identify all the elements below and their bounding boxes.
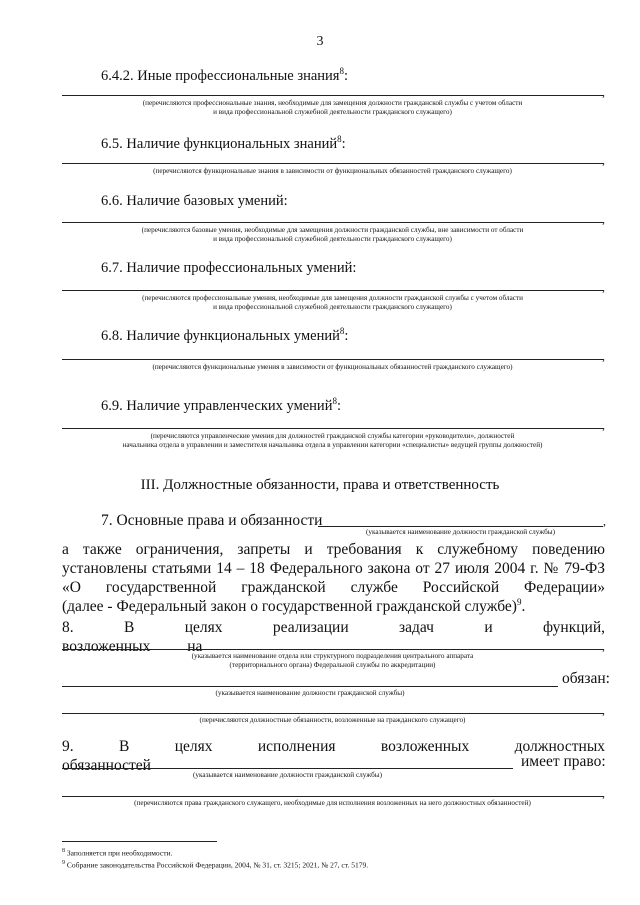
- footnote-ref: 8: [339, 326, 345, 336]
- footnote-ref: 9: [516, 596, 522, 607]
- fill-line[interactable]: [62, 686, 558, 687]
- line-comma: ,: [602, 639, 605, 653]
- fill-line[interactable]: [62, 796, 603, 797]
- hint-6-4-2-b: и вида профессиональной служебной деятельности гражданского служащего): [213, 108, 452, 116]
- hint-9-b: (перечисляются права гражданского служащего, необходимые для исполнения возложенных на него должностных обязанностей): [134, 799, 531, 807]
- fill-line[interactable]: [62, 163, 603, 164]
- line-comma: ,: [602, 280, 605, 294]
- fill-line[interactable]: [62, 290, 603, 291]
- hint-6-6-a: (перечисляются базовые умения, необходимые для замещения должности гражданской службы, вне зависимости от области: [141, 226, 524, 234]
- line-comma: ,: [603, 514, 606, 528]
- hint-8-a: (указывается наименование отдела или структурного подразделения центрального аппарата: [191, 652, 474, 660]
- hint-6-7-a: (перечисляются профессиональные умения, необходимые для замещения должности гражданской службы с учетом области: [142, 294, 523, 302]
- line-comma: ,: [602, 703, 605, 717]
- line-comma: ,: [602, 153, 605, 167]
- section-title: III. Должностные обязанности, права и ответственность: [140, 477, 500, 493]
- footnote-9: $^9$ Собрание законодательства Российской Федерации, 2004, № 31, ст. 3215; 2021, № 27, ст. 5179.: [62, 860, 369, 870]
- item-7-body: а также ограничения, запреты и требования к служебному поведению установлены статьями 14 – 18 Федерального закона от 27 июля 2004 г. № 79-ФЗ «О государственной гражданской службе Российской Федерации»: [62, 541, 605, 596]
- item-8-lead: 8. В целях реализации задач и функций, возложенных на: [62, 619, 605, 655]
- hint-7: (указывается наименование должности гражданской службы): [366, 528, 555, 536]
- heading-6-4-2: 6.4.2. Иные профессиональные знания$^8$:: [101, 66, 348, 84]
- fill-line[interactable]: [62, 649, 603, 650]
- item-9-right: имеет право:: [521, 753, 606, 770]
- line-comma: ,: [602, 349, 605, 363]
- heading-6-5: 6.5. Наличие функциональных знаний$^8$:: [101, 134, 346, 152]
- hint-8-d: (перечисляются должностные обязанности, возложенные на гражданского служащего): [199, 716, 466, 724]
- line-comma: ,: [602, 786, 605, 800]
- hint-6-8: (перечисляются функциональные умения в зависимости от функциональных обязанностей гражданского служащего): [152, 363, 513, 371]
- footnote-separator: [62, 841, 217, 842]
- fill-line[interactable]: [62, 713, 603, 714]
- item-8-obliged: обязан:: [562, 670, 610, 687]
- line-comma: ,: [602, 418, 605, 432]
- line-comma: ,: [602, 85, 605, 99]
- fill-line[interactable]: [62, 428, 603, 429]
- hint-8-b: (территориального органа) Федеральной службы по аккредитации): [229, 661, 436, 669]
- page-number: 3: [316, 34, 324, 49]
- footnote-ref: 8: [337, 134, 342, 144]
- heading-6-8: 6.8. Наличие функциональных умений$^8$:: [101, 326, 349, 344]
- hint-6-5: (перечисляются функциональные знания в зависимости от функциональных обязанностей гражданского служащего): [153, 167, 512, 175]
- hint-8-c: (указывается наименование должности гражданской службы): [215, 689, 405, 697]
- line-comma: ,: [602, 212, 605, 226]
- fill-line[interactable]: [318, 526, 603, 527]
- fill-line[interactable]: [62, 768, 513, 769]
- item-7-last: (далее - Федеральный закон о государственной гражданской службе)$^9$.: [62, 596, 526, 615]
- hint-6-6-b: и вида профессиональной служебной деятельности гражданского служащего): [213, 235, 452, 243]
- hint-9-a: (указывается наименование должности гражданской службы): [193, 771, 382, 779]
- hint-6-4-2-a: (перечисляются профессиональные знания, необходимые для замещения должности гражданской службы с учетом области: [142, 99, 523, 107]
- hint-6-9-a: (перечисляются управленческие умения для должностей гражданской службы категории «руководители», должностей: [150, 432, 515, 440]
- item-7-lead: 7. Основные права и обязанности: [101, 512, 323, 529]
- item-9-lead: 9. В целях исполнения возложенных должностных обязанностей: [62, 738, 605, 774]
- hint-6-9-b: начальника отдела в управлении и заместителя начальника отдела в управлении категории «специалисты» ведущей группы должностей): [122, 441, 543, 449]
- footnote-8: $^8$ Заполняется при необходимости.: [62, 848, 173, 858]
- footnote-ref: 8: [332, 396, 337, 406]
- fill-line[interactable]: [62, 359, 603, 360]
- heading-6-6: 6.6. Наличие базовых умений:: [101, 193, 288, 209]
- footnote-ref: 8: [339, 66, 344, 76]
- hint-6-7-b: и вида профессиональной служебной деятельности гражданского служащего): [213, 303, 452, 311]
- heading-6-9: 6.9. Наличие управленческих умений$^8$:: [101, 396, 341, 414]
- heading-6-7: 6.7. Наличие профессиональных умений:: [101, 260, 357, 276]
- fill-line[interactable]: [62, 95, 603, 96]
- fill-line[interactable]: [62, 222, 603, 223]
